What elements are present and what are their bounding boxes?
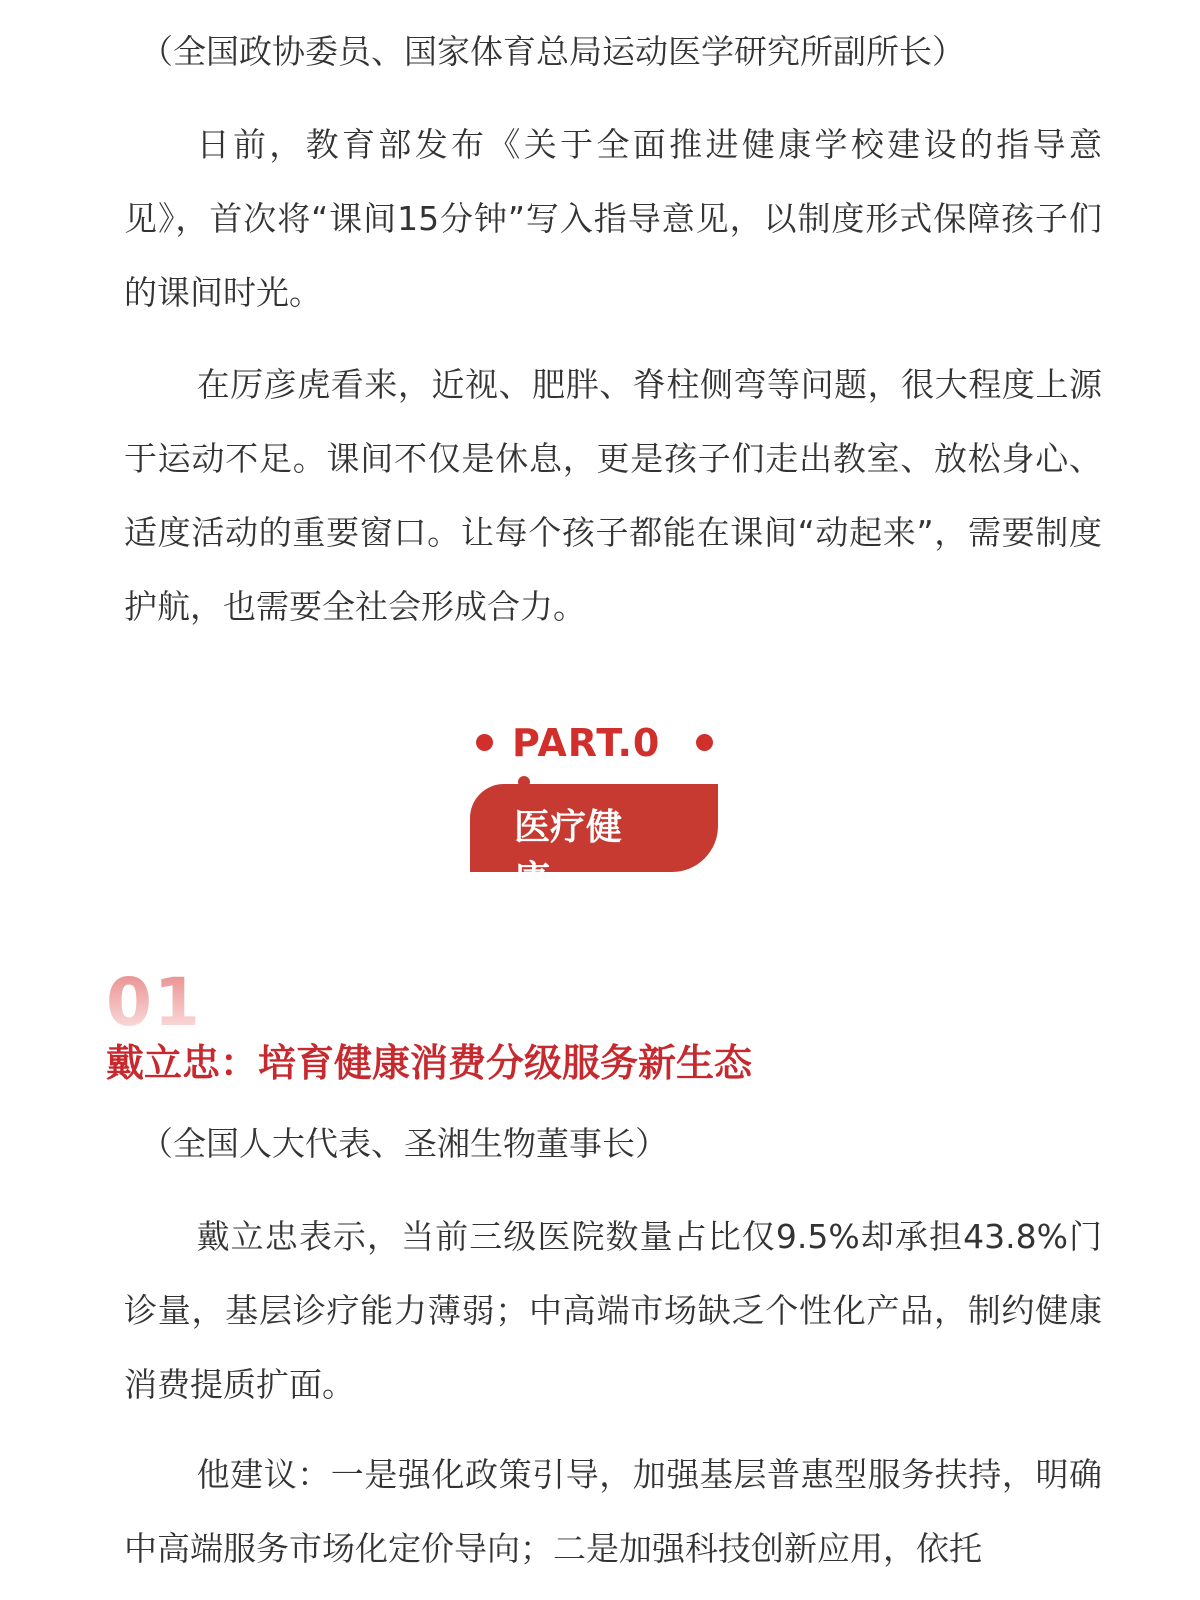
section-paragraph-1: 戴立忠表示，当前三级医院数量占比仅9.5%却承担43.8%门诊量，基层诊疗能力薄弱；中高端市场缺乏个性化产品，制约健康消费提质扩面。	[124, 1217, 1102, 1404]
part-title: PART.0	[512, 721, 661, 765]
section-number: 01	[106, 964, 202, 1041]
part-right-dot	[696, 734, 713, 751]
intro-affiliation: （全国政协委员、国家体育总局运动医学研究所副所长）	[140, 32, 965, 71]
section-title: 戴立忠：培育健康消费分级服务新生态	[106, 1041, 753, 1085]
part-tab-notch	[518, 776, 530, 788]
section-paragraph-2: 他建议：一是强化政策引导，加强基层普惠型服务扶持，明确中高端服务市场化定价导向；二是加强科技创新应用，依托	[124, 1455, 1102, 1568]
intro-paragraph-1: 日前，教育部发布《关于全面推进健康学校建设的指导意见》，首次将“课间15分钟”写入指导意见，以制度形式保障孩子们的课间时光。	[124, 125, 1102, 312]
part-header	[470, 718, 730, 900]
part-left-dot	[476, 734, 493, 751]
part-tab	[470, 784, 718, 900]
part-tab-label: 医疗健康	[514, 807, 623, 900]
intro-paragraph-2: 在厉彦虎看来，近视、肥胖、脊柱侧弯等问题，很大程度上源于运动不足。课间不仅是休息，更是孩子们走出教室、放松身心、适度活动的重要窗口。让每个孩子都能在课间“动起来”，需要制度护航，也需要全社会形成合力。	[124, 365, 1102, 626]
section-affiliation: （全国人大代表、圣湘生物董事长）	[140, 1124, 668, 1163]
